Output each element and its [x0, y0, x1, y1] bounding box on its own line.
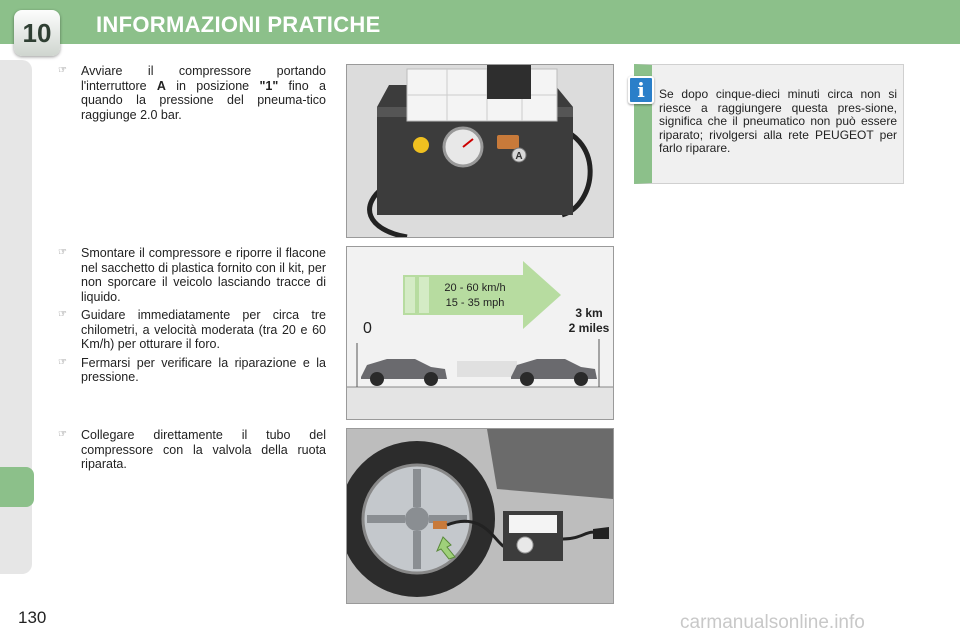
distance-km-label: 3 km [575, 306, 603, 320]
instructions-top [58, 64, 326, 126]
wheel-connection-illustration [346, 428, 614, 604]
switch-marker-label: A [515, 151, 523, 162]
list-item: ☞ Fermarsi per verificare la riparazione e la pressione. [58, 355, 326, 384]
pointing-hand-icon: ☞ [58, 65, 67, 76]
pointing-hand-icon: ☞ [58, 309, 67, 320]
compressor-illustration [346, 64, 614, 238]
distance-miles-label: 2 miles [568, 321, 610, 335]
page-number: 130 [18, 608, 47, 627]
list-item: ☞ Smontare il compressore e riporre il flacone nel sacchetto di plastica fornito con il kit, per non sporcare il veicolo lasciando tracce di liquido. [58, 246, 326, 304]
instructions-bottom [58, 428, 326, 476]
drive-distance-illustration [346, 246, 614, 420]
page-title: INFORMAZIONI PRATICHE [96, 12, 381, 37]
speed-kmh-label: 20 - 60 km/h [444, 282, 506, 294]
watermark: carmanualsonline.info [680, 612, 865, 633]
switch-label: A [156, 78, 166, 93]
chapter-badge: 10 [14, 10, 60, 56]
pointing-hand-icon: ☞ [58, 356, 67, 368]
position-label: "1" [259, 78, 279, 93]
info-icon: i [628, 76, 654, 104]
chapter-tab[interactable] [0, 467, 34, 507]
list-item: ☞ Guidare immediatamente per circa tre chilometri, a velocità moderata (tra 20 e 60 Km/h) per otturare il foro. [58, 308, 326, 351]
speed-mph-label: 15 - 35 mph [445, 297, 505, 309]
pointing-hand-icon: ☞ [58, 429, 67, 440]
list-item: ☞ Collegare direttamente il tubo del compressore con la valvola della ruota riparata. [58, 428, 326, 471]
list-item: ☞ Avviare il compressore portando l'interruttore A in posizione "1" fino a quando la pressione del pneuma-tico raggiunge 2.0 bar. [58, 64, 326, 122]
instructions-middle [58, 246, 326, 389]
info-text: Se dopo cinque-dieci minuti circa non si riesce a raggiungere questa pres-sione, significa che il pneumatico non può essere riparato; rivolgersi alla rete PEUGEOT per farlo riparare. [659, 87, 897, 155]
pointing-hand-icon: ☞ [58, 247, 67, 258]
start-distance-label: 0 [363, 320, 372, 337]
